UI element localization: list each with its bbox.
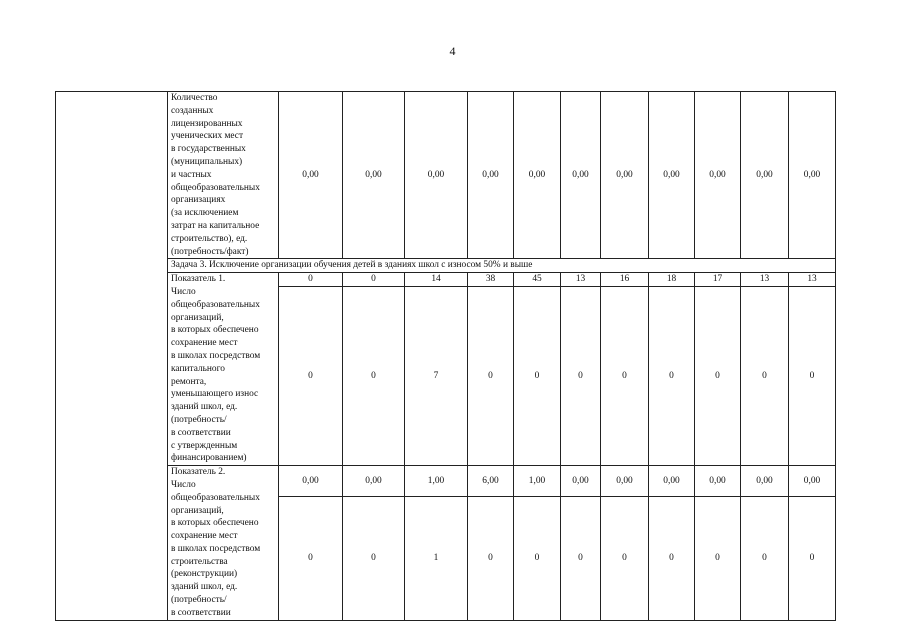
label-line: общеобразовательных — [171, 299, 260, 310]
need-value-cell: 14 — [405, 273, 468, 287]
value-cell: 0,00 — [405, 92, 468, 259]
label-line: созданных — [171, 105, 214, 116]
row-indicator2-need — [56, 466, 836, 497]
value-cell: 0,00 — [601, 92, 649, 259]
value-cell: 0,00 — [649, 92, 695, 259]
actual-value-cell: 0 — [343, 287, 405, 466]
indicator2-label — [168, 466, 279, 621]
label-line: с утвержденным — [171, 440, 238, 451]
need-value-cell: 6,00 — [468, 466, 514, 497]
label-line: (за исключением — [171, 208, 239, 219]
label-line: организаций, — [171, 505, 224, 516]
actual-value-cell: 1 — [405, 497, 468, 620]
label-line: в которых обеспечено — [171, 518, 259, 529]
label-line: капитального — [171, 363, 225, 374]
actual-value-cell: 0 — [741, 497, 789, 620]
label-line: Число — [171, 479, 196, 490]
label-line: в школах посредством — [171, 543, 261, 554]
label-line: финансированием) — [171, 453, 247, 464]
label-line: организаций, — [171, 312, 224, 323]
actual-value-cell: 0 — [514, 287, 561, 466]
row-created-places — [56, 92, 836, 259]
value-cell: 0,00 — [468, 92, 514, 259]
need-value-cell: 45 — [514, 273, 561, 287]
label-line: (реконструкции) — [171, 569, 238, 580]
label-line: в соответствии — [171, 427, 231, 438]
label-line: строительства — [171, 556, 228, 567]
label-line: зданий школ, ед. — [171, 582, 238, 593]
blank-first-column — [56, 92, 168, 621]
row-indicator1-need — [56, 273, 836, 287]
label-line: и частных — [171, 169, 212, 180]
label-line: в соответствии — [171, 607, 231, 618]
actual-value-cell: 0 — [561, 287, 601, 466]
need-value-cell: 18 — [649, 273, 695, 287]
need-value-cell: 0 — [279, 273, 343, 287]
need-value-cell: 0,00 — [695, 466, 741, 497]
actual-value-cell: 0 — [279, 287, 343, 466]
need-value-cell: 0,00 — [601, 466, 649, 497]
label-line: зданий школ, ед. — [171, 402, 238, 413]
label-line: Число — [171, 286, 196, 297]
label-line: уменьшающего износ — [171, 389, 259, 400]
label-line: в которых обеспечено — [171, 325, 259, 336]
need-value-cell: 0,00 — [279, 466, 343, 497]
value-cell: 0,00 — [279, 92, 343, 259]
actual-value-cell: 0 — [601, 497, 649, 620]
actual-value-cell: 0 — [741, 287, 789, 466]
need-value-cell: 0,00 — [649, 466, 695, 497]
page-number: 4 — [449, 44, 456, 58]
label-line: (муниципальных) — [171, 156, 243, 167]
need-value-cell: 1,00 — [405, 466, 468, 497]
need-value-cell: 16 — [601, 273, 649, 287]
actual-value-cell: 0 — [695, 287, 741, 466]
label-line: организациях — [171, 195, 226, 206]
actual-value-cell: 0 — [789, 287, 836, 466]
task3-title: Задача 3. Исключение организации обучения детей в зданиях школ с износом 50% и выше — [168, 259, 836, 273]
actual-value-cell: 0 — [468, 497, 514, 620]
label-line: (потребность/ — [171, 595, 227, 606]
label-line: сохранение мест — [171, 338, 238, 349]
label-line: Показатель 2. — [171, 467, 226, 478]
label-line: Количество — [171, 93, 218, 103]
indicator-label-created-places — [168, 92, 279, 259]
actual-value-cell: 0 — [649, 497, 695, 620]
actual-value-cell: 0 — [561, 497, 601, 620]
need-value-cell: 0 — [343, 273, 405, 287]
label-line: (потребность/факт) — [171, 246, 249, 257]
need-value-cell: 0,00 — [561, 466, 601, 497]
actual-value-cell: 0 — [468, 287, 514, 466]
actual-value-cell: 0 — [514, 497, 561, 620]
actual-value-cell: 0 — [279, 497, 343, 620]
need-value-cell: 0,00 — [789, 466, 836, 497]
value-cell: 0,00 — [789, 92, 836, 259]
indicators-table — [55, 91, 836, 621]
actual-value-cell: 0 — [789, 497, 836, 620]
label-line: лицензированных — [171, 118, 243, 129]
value-cell: 0,00 — [561, 92, 601, 259]
label-line: сохранение мест — [171, 531, 238, 542]
need-value-cell: 38 — [468, 273, 514, 287]
label-line: строительство), ед. — [171, 233, 248, 244]
actual-value-cell: 0 — [695, 497, 741, 620]
row-task3-title — [56, 259, 836, 273]
label-line: ремонта, — [171, 376, 207, 387]
label-line: ученических мест — [171, 131, 244, 142]
need-value-cell: 1,00 — [514, 466, 561, 497]
value-cell: 0,00 — [343, 92, 405, 259]
label-line: в школах посредством — [171, 350, 261, 361]
label-line: в государственных — [171, 144, 246, 155]
value-cell: 0,00 — [695, 92, 741, 259]
value-cell: 0,00 — [741, 92, 789, 259]
need-value-cell: 0,00 — [741, 466, 789, 497]
need-value-cell: 17 — [695, 273, 741, 287]
actual-value-cell: 7 — [405, 287, 468, 466]
need-value-cell: 0,00 — [343, 466, 405, 497]
need-value-cell: 13 — [789, 273, 836, 287]
need-value-cell: 13 — [561, 273, 601, 287]
label-line: (потребность/ — [171, 414, 227, 425]
actual-value-cell: 0 — [601, 287, 649, 466]
label-line: Показатель 1. — [171, 274, 226, 285]
actual-value-cell: 0 — [649, 287, 695, 466]
actual-value-cell: 0 — [343, 497, 405, 620]
label-line: общеобразовательных — [171, 182, 260, 193]
value-cell: 0,00 — [514, 92, 561, 259]
label-line: общеобразовательных — [171, 492, 260, 503]
label-line: затрат на капитальное — [171, 220, 260, 231]
need-value-cell: 13 — [741, 273, 789, 287]
indicator1-label — [168, 273, 279, 466]
